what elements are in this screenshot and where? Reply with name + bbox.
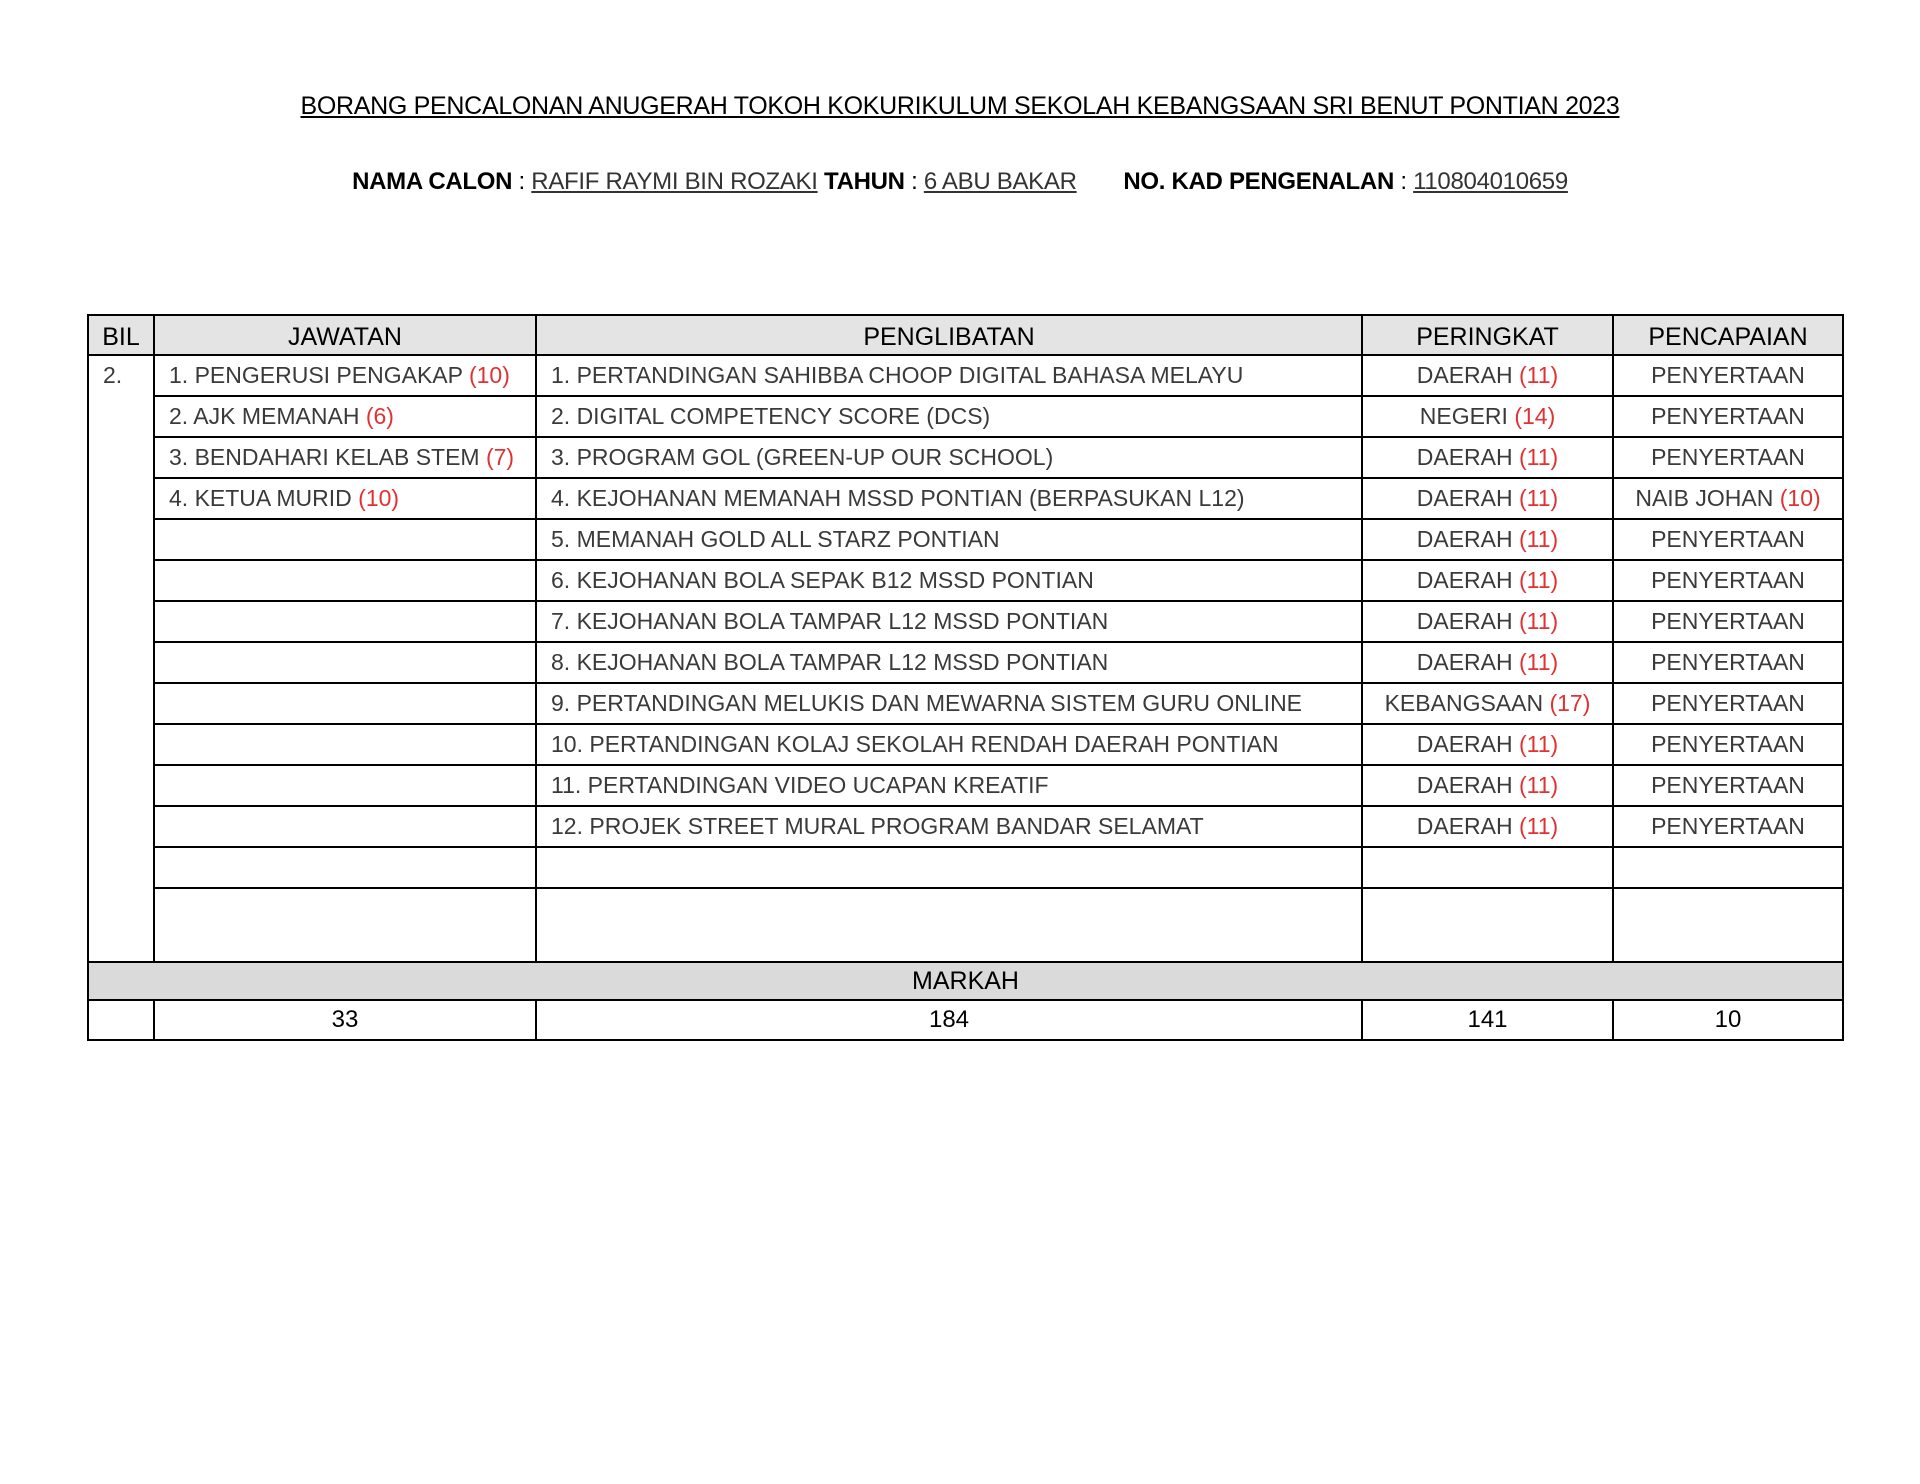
jawatan-cell [154,683,536,724]
pencapaian-cell [1613,847,1843,888]
penglibatan-cell [536,888,1362,962]
table-row [88,396,1843,437]
table-row [88,806,1843,847]
pencapaian-cell-text: PENYERTAAN [1651,731,1805,757]
penglibatan-cell [536,519,1362,560]
penglibatan-cell [536,683,1362,724]
pencapaian-cell-points: (10) [1779,485,1821,511]
header-bil: BIL [88,315,154,355]
markah-row [88,962,1843,1000]
peringkat-cell [1362,478,1613,519]
jawatan-cell-points: (6) [365,403,394,429]
peringkat-cell [1362,601,1613,642]
peringkat-cell-points: (11) [1519,813,1559,839]
table-row [88,478,1843,519]
penglibatan-cell-text: 11. PERTANDINGAN VIDEO UCAPAN KREATIF [551,772,1049,798]
candidate-name-label: NAMA CALON [352,168,513,195]
penglibatan-cell-text: 3. PROGRAM GOL (GREEN-UP OUR SCHOOL) [551,444,1054,470]
jawatan-cell [154,806,536,847]
penglibatan-cell [536,642,1362,683]
peringkat-cell [1362,847,1613,888]
table-body [88,355,1843,962]
table-row [88,560,1843,601]
peringkat-cell [1362,396,1613,437]
total-jawatan: 33 [154,1000,536,1040]
table-row [88,683,1843,724]
total-penglibatan: 184 [536,1000,1362,1040]
penglibatan-cell-text: 10. PERTANDINGAN KOLAJ SEKOLAH RENDAH DAERAH PONTIAN [551,731,1279,757]
peringkat-cell-text: NEGERI [1419,403,1508,429]
peringkat-cell-points: (11) [1519,567,1559,593]
penglibatan-cell-text: 12. PROJEK STREET MURAL PROGRAM BANDAR SELAMAT [551,813,1204,839]
penglibatan-cell-text: 1. PERTANDINGAN SAHIBBA CHOOP DIGITAL BAHASA MELAYU [551,362,1244,388]
total-pencapaian: 10 [1613,1000,1843,1040]
pencapaian-cell-text: PENYERTAAN [1651,567,1805,593]
peringkat-cell-text: DAERAH [1416,772,1513,798]
jawatan-cell-points: (10) [358,485,400,511]
jawatan-cell-text: 2. AJK MEMANAH [169,403,360,429]
peringkat-cell-text: DAERAH [1416,813,1513,839]
pencapaian-cell-text: PENYERTAAN [1651,362,1805,388]
penglibatan-cell [536,601,1362,642]
header-jawatan: JAWATAN [154,315,536,355]
table-row [88,642,1843,683]
peringkat-cell-points: (17) [1549,690,1591,716]
pencapaian-cell [1613,519,1843,560]
peringkat-cell [1362,519,1613,560]
penglibatan-cell [536,396,1362,437]
peringkat-cell-points: (11) [1519,444,1559,470]
jawatan-cell-points: (7) [485,444,515,470]
penglibatan-cell [536,437,1362,478]
peringkat-cell [1362,806,1613,847]
candidate-name-separator: : [518,168,525,195]
table-row [88,888,1843,962]
jawatan-cell [154,847,536,888]
form-title: BORANG PENCALONAN ANUGERAH TOKOH KOKURIKULUM SEKOLAH KEBANGSAAN SRI BENUT PONTIAN 2023 [300,92,1620,120]
penglibatan-cell [536,765,1362,806]
pencapaian-cell [1613,765,1843,806]
total-peringkat: 141 [1362,1000,1613,1040]
candidate-year-label: TAHUN [823,168,905,195]
jawatan-cell [154,519,536,560]
peringkat-cell-points: (14) [1514,403,1556,429]
penglibatan-cell [536,355,1362,396]
candidate-year-value: 6 ABU BAKAR [923,168,1077,195]
penglibatan-cell [536,847,1362,888]
pencapaian-cell-text: PENYERTAAN [1651,526,1805,552]
candidate-ic-label: NO. KAD PENGENALAN [1123,168,1394,195]
pencapaian-cell-text: PENYERTAAN [1651,813,1805,839]
pencapaian-cell [1613,437,1843,478]
penglibatan-cell [536,806,1362,847]
jawatan-cell [154,560,536,601]
pencapaian-cell [1613,601,1843,642]
penglibatan-cell-text: 5. MEMANAH GOLD ALL STARZ PONTIAN [551,526,1000,552]
penglibatan-cell [536,560,1362,601]
peringkat-cell-points: (11) [1519,772,1559,798]
peringkat-cell-text: DAERAH [1416,444,1513,470]
peringkat-cell-text: DAERAH [1416,731,1513,757]
jawatan-cell [154,888,536,962]
peringkat-cell [1362,437,1613,478]
jawatan-cell-text: 3. BENDAHARI KELAB STEM [169,444,480,470]
jawatan-cell [154,355,536,396]
table-row [88,437,1843,478]
pencapaian-cell-text: PENYERTAAN [1651,649,1805,675]
penglibatan-cell-text: 7. KEJOHANAN BOLA TAMPAR L12 MSSD PONTIAN [551,608,1109,634]
peringkat-cell [1362,683,1613,724]
pencapaian-cell [1613,642,1843,683]
peringkat-cell-points: (11) [1519,649,1559,675]
penglibatan-cell-text: 8. KEJOHANAN BOLA TAMPAR L12 MSSD PONTIAN [551,649,1109,675]
table-row [88,355,1843,396]
peringkat-cell-points: (11) [1519,608,1559,634]
cocurriculum-table [87,314,1844,1041]
pencapaian-cell-text: PENYERTAAN [1651,690,1805,716]
candidate-info-line [0,168,1920,196]
table-row [88,601,1843,642]
jawatan-cell-text: 4. KETUA MURID [169,485,352,511]
table-row [88,519,1843,560]
jawatan-cell [154,724,536,765]
pencapaian-cell [1613,806,1843,847]
peringkat-cell-text: KEBANGSAAN [1384,690,1544,716]
bil-cell: 2. [88,355,154,962]
pencapaian-cell-text: NAIB JOHAN [1635,485,1774,511]
penglibatan-cell [536,478,1362,519]
peringkat-cell [1362,765,1613,806]
header-penglibatan: PENGLIBATAN [536,315,1362,355]
penglibatan-cell-text: 2. DIGITAL COMPETENCY SCORE (DCS) [551,403,991,429]
pencapaian-cell [1613,396,1843,437]
pencapaian-cell-text: PENYERTAAN [1651,772,1805,798]
total-bil [88,1000,154,1040]
penglibatan-cell-text: 4. KEJOHANAN MEMANAH MSSD PONTIAN (BERPASUKAN L12) [551,485,1245,511]
table-row [88,765,1843,806]
totals-row [88,1000,1843,1040]
table-row [88,724,1843,765]
jawatan-cell [154,601,536,642]
pencapaian-cell [1613,888,1843,962]
candidate-ic-separator: : [1400,168,1407,195]
table-row [88,847,1843,888]
pencapaian-cell [1613,724,1843,765]
penglibatan-cell-text: 9. PERTANDINGAN MELUKIS DAN MEWARNA SISTEM GURU ONLINE [551,690,1303,716]
peringkat-cell-points: (11) [1519,485,1559,511]
peringkat-cell-points: (11) [1519,731,1559,757]
peringkat-cell-points: (11) [1519,526,1559,552]
peringkat-cell [1362,642,1613,683]
peringkat-cell [1362,355,1613,396]
jawatan-cell [154,642,536,683]
pencapaian-cell [1613,683,1843,724]
pencapaian-cell [1613,478,1843,519]
table-header-row [88,315,1843,355]
peringkat-cell-points: (11) [1519,362,1559,388]
peringkat-cell-text: DAERAH [1416,485,1513,511]
peringkat-cell-text: DAERAH [1416,567,1513,593]
peringkat-cell-text: DAERAH [1416,362,1513,388]
pencapaian-cell-text: PENYERTAAN [1651,608,1805,634]
pencapaian-cell-text: PENYERTAAN [1651,403,1805,429]
jawatan-cell-points: (10) [468,362,510,388]
penglibatan-cell-text: 6. KEJOHANAN BOLA SEPAK B12 MSSD PONTIAN [551,567,1094,593]
peringkat-cell-text: DAERAH [1416,649,1513,675]
header-peringkat: PERINGKAT [1362,315,1613,355]
peringkat-cell [1362,888,1613,962]
jawatan-cell [154,478,536,519]
peringkat-cell-text: DAERAH [1416,608,1513,634]
jawatan-cell [154,765,536,806]
penglibatan-cell [536,724,1362,765]
peringkat-cell-text: DAERAH [1416,526,1513,552]
header-pencapaian: PENCAPAIAN [1613,315,1843,355]
candidate-name-value: RAFIF RAYMI BIN ROZAKI [531,168,818,195]
jawatan-cell-text: 1. PENGERUSI PENGAKAP [169,362,463,388]
markah-label: MARKAH [88,962,1843,1000]
peringkat-cell [1362,560,1613,601]
jawatan-cell [154,396,536,437]
pencapaian-cell [1613,560,1843,601]
jawatan-cell [154,437,536,478]
pencapaian-cell [1613,355,1843,396]
candidate-year-separator: : [911,168,918,195]
peringkat-cell [1362,724,1613,765]
pencapaian-cell-text: PENYERTAAN [1651,444,1805,470]
candidate-ic-value: 110804010659 [1413,168,1568,195]
